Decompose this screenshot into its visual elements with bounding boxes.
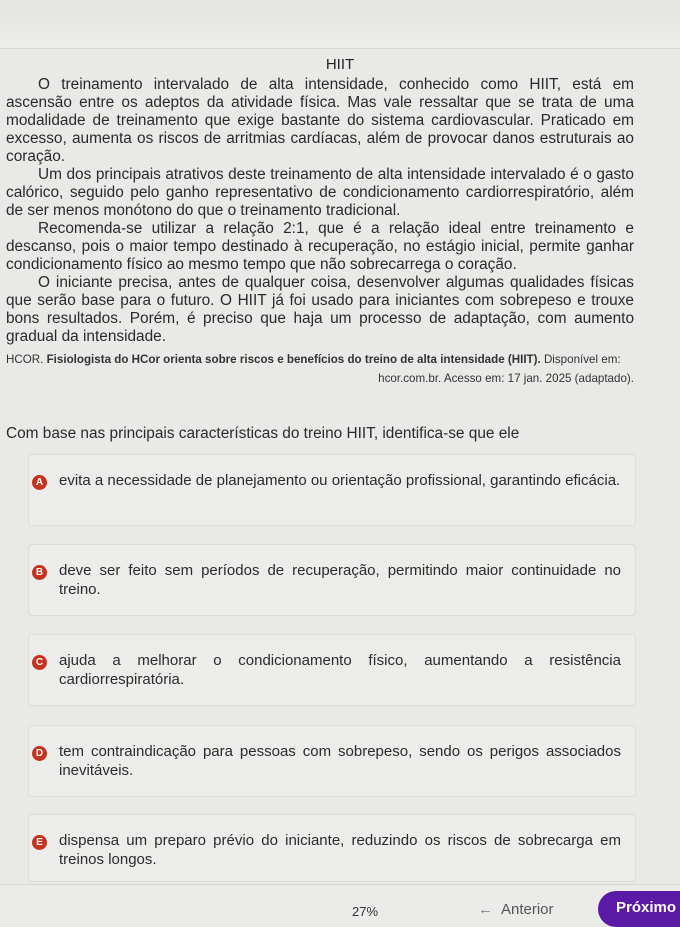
- passage: [0, 52, 680, 388]
- passage-paragraph-3: Recomenda-se utilizar a relação 2:1, que é a relação ideal entre treinamento e descanso, pois o maior tempo destinado à recuperação, no estágio inicial, permite ganhar condicionamento físico ao mesmo tempo que não sobrecarrega o coração.: [6, 220, 634, 273]
- option-letter-badge: B: [32, 565, 47, 580]
- arrow-left-icon: ←: [478, 901, 493, 918]
- citation-source: hcor.com.br. Acesso em: 17 jan. 2025 (adaptado).: [378, 372, 634, 385]
- option-text: dispensa um preparo prévio do iniciante, reduzindo os riscos de sobrecarga em treinos longos.: [59, 832, 621, 868]
- passage-paragraph-1: O treinamento intervalado de alta intensidade, conhecido como HIIT, está em ascensão entre os adeptos da atividade física. Mas vale ressaltar que se trata de uma modalidade de treinamento que exige bastante do sistema cardiovascular. Praticado em excesso, aumenta os riscos de arritmias cardíacas, além de provocar danos estruturais ao coração.: [6, 76, 634, 165]
- citation: [0, 350, 680, 388]
- citation-prefix: HCOR.: [6, 353, 44, 366]
- previous-label: Anterior: [501, 901, 554, 918]
- option-d[interactable]: [28, 725, 636, 797]
- next-button[interactable]: Próximo: [598, 891, 680, 927]
- passage-title: HIIT: [325, 56, 355, 73]
- option-text: tem contraindicação para pessoas com sobrepeso, sendo os perigos associados inevitáveis.: [59, 743, 621, 779]
- citation-rest: Disponível em:: [543, 353, 621, 366]
- citation-title: Fisiologista do HCor orienta sobre riscos e benefícios do treino de alta intensidade (HIIT).: [46, 353, 541, 366]
- top-bar: [0, 0, 680, 49]
- option-text: evita a necessidade de planejamento ou orientação profissional, garantindo eficácia.: [59, 472, 621, 489]
- option-text: ajuda a melhorar o condicionamento físico, aumentando a resistência cardiorrespiratória.: [59, 652, 621, 688]
- progress-indicator: 27%: [352, 904, 379, 919]
- option-c[interactable]: [28, 634, 636, 706]
- option-letter-badge: D: [32, 746, 47, 761]
- footer-nav: [0, 884, 680, 923]
- question-text: Com base nas principais características do treino HIIT, identifica-se que ele: [6, 425, 520, 442]
- option-letter-badge: A: [32, 475, 47, 490]
- passage-paragraph-2: Um dos principais atrativos deste treinamento de alta intensidade intervalado é o gasto calórico, seguido pelo ganho representativo de condicionamento cardiorrespiratório, além de ser menos monótono do que o treinamento tradicional.: [6, 166, 634, 219]
- option-b[interactable]: [28, 544, 636, 616]
- previous-button[interactable]: [478, 901, 554, 918]
- option-a[interactable]: [28, 454, 636, 526]
- passage-paragraph-4: O iniciante precisa, antes de qualquer coisa, desenvolver algumas qualidades físicas que serão base para o futuro. O HIIT já foi usado para iniciantes com sobrepeso e trouxe bons resultados. Porém, é preciso que haja um processo de adaptação, com aumento gradual da intensidade.: [6, 274, 634, 345]
- option-e[interactable]: [28, 814, 636, 882]
- option-letter-badge: C: [32, 655, 47, 670]
- option-letter-badge: E: [32, 835, 47, 850]
- option-text: deve ser feito sem períodos de recuperação, permitindo maior continuidade no treino.: [59, 562, 621, 598]
